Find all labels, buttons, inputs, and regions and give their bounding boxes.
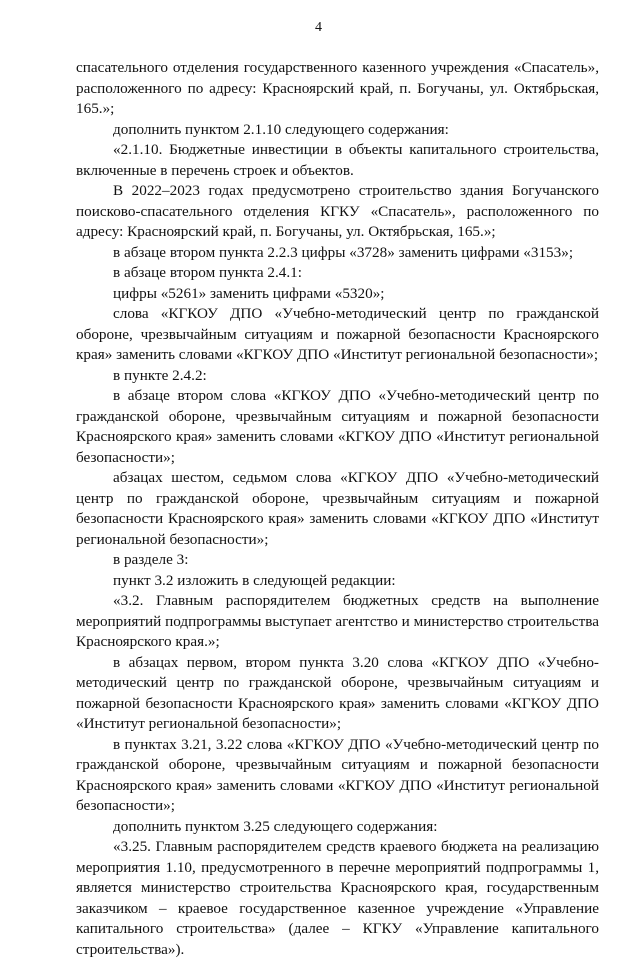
paragraph: спасательного отделения государственного казенного учреждения «Спасатель», расположенного по адресу: Красноярский край, п. Богучаны, ул. Октябрьская, 165.»; [76,59,599,117]
paragraph: в пункте 2.4.2: [113,366,207,384]
paragraph: в разделе 3: [113,551,189,568]
paragraph: «3.2. Главным распорядителем бюджетных средств на выполнение мероприятий подпрограммы выступает агентство и министерство строительства Красноярского края.»; [76,592,599,650]
document-body [76,58,599,960]
paragraph: в абзаце втором пункта 2.4.1: [113,264,302,281]
paragraph: абзацах шестом, седьмом слова «КГКОУ ДПО «Учебно-методический центр по гражданской обороне, чрезвычайным ситуациям и пожарной безопасности Красноярского края» заменить словами «КГКОУ ДПО «Институт региональной безопасности»; [76,469,599,548]
paragraph: в абзацах первом, втором пункта 3.20 слова «КГКОУ ДПО «Учебно-методический центр по гражданской обороне, чрезвычайным ситуациям и пожарной безопасности Красноярского края» заменить словами «КГКОУ ДПО «Институт региональной безопасности»; [76,653,599,732]
paragraph: дополнить пунктом 3.25 следующего содержания: [113,817,438,835]
paragraph: пункт 3.2 изложить в следующей редакции: [113,571,396,589]
paragraph: «2.1.10. Бюджетные инвестиции в объекты капитального строительства, включенные в перечень строек и объектов. [76,141,599,179]
paragraph: в абзаце втором пункта 2.2.3 цифры «3728» заменить цифрами «3153»; [113,243,574,261]
paragraph: в абзаце втором слова «КГКОУ ДПО «Учебно-методический центр по гражданской обороне, чрезвычайным ситуациям и пожарной безопасности Красноярского края» заменить словами «КГКОУ ДПО «Институт региональной безопасности»; [76,387,599,466]
paragraph: дополнить пунктом 2.1.10 следующего содержания: [113,120,449,138]
page-number: 4 [315,20,322,35]
paragraph: слова «КГКОУ ДПО «Учебно-методический центр по гражданской обороне, чрезвычайным ситуациям и пожарной безопасности Красноярского края» заменить словами «КГКОУ ДПО «Институт региональной безопасности»; [76,305,599,363]
paragraph: В 2022–2023 годах предусмотрено строительство здания Богучанского поисково-спасательного отделения КГКУ «Спасатель», расположенного по адресу: Красноярский край, п. Богучаны, ул. Октябрьская, 165.»; [76,182,599,240]
paragraph: в пунктах 3.21, 3.22 слова «КГКОУ ДПО «Учебно-методический центр по гражданской обороне, чрезвычайным ситуациям и пожарной безопасности Красноярского края» заменить словами «КГКОУ ДПО «Институт региональной безопасности»; [76,735,599,814]
paragraph: цифры «5261» заменить цифрами «5320»; [113,284,385,302]
paragraph: «3.25. Главным распорядителем средств краевого бюджета на реализацию мероприятия 1.10, предусмотренного в перечне мероприятий подпрограммы 1, является министерство строительства Красноярского края, государственным заказчиком – краевое государственное казенное учреждение «Управление капитального строительства» (далее – КГКУ «Управление капитального строительства»). [76,838,599,958]
